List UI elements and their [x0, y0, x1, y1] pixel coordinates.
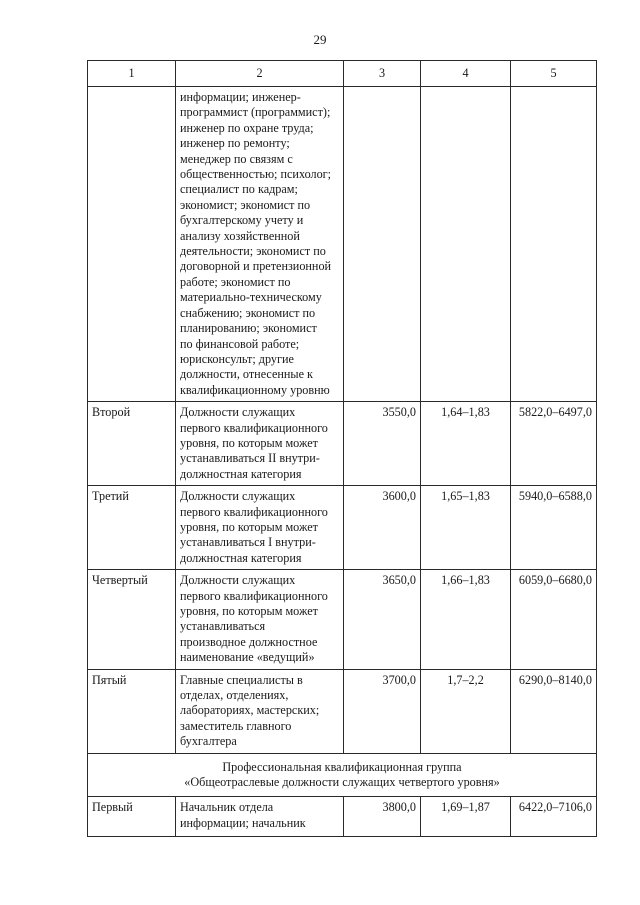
salary-cell: 3550,0: [344, 402, 421, 486]
salary-cell: 3800,0: [344, 797, 421, 837]
level-cell: Четвертый: [88, 570, 176, 669]
range-cell: 6059,0–6680,0: [511, 570, 597, 669]
level-cell: Пятый: [88, 669, 176, 753]
header-cell-5: 5: [511, 61, 597, 87]
header-cell-2: 2: [176, 61, 344, 87]
table-row: [88, 669, 597, 753]
salary-cell: 3700,0: [344, 669, 421, 753]
coefficient-cell: 1,7–2,2: [421, 669, 511, 753]
salary-table: [87, 60, 597, 837]
level-cell: [88, 87, 176, 402]
table-header-row: [88, 61, 597, 87]
header-cell-3: 3: [344, 61, 421, 87]
table-row: [88, 402, 597, 486]
range-cell: [511, 87, 597, 402]
level-cell: Первый: [88, 797, 176, 837]
table-row: [88, 797, 597, 837]
coefficient-cell: [421, 87, 511, 402]
header-cell-4: 4: [421, 61, 511, 87]
range-cell: 6290,0–8140,0: [511, 669, 597, 753]
table-row: [88, 486, 597, 570]
description-cell: Начальник отдела информации; начальник: [176, 797, 344, 837]
range-cell: 6422,0–7106,0: [511, 797, 597, 837]
level-cell: Третий: [88, 486, 176, 570]
range-cell: 5940,0–6588,0: [511, 486, 597, 570]
salary-cell: [344, 87, 421, 402]
salary-cell: 3600,0: [344, 486, 421, 570]
range-cell: 5822,0–6497,0: [511, 402, 597, 486]
group-header-line-2: «Общеотраслевые должности служащих четвертого уровня»: [184, 775, 500, 790]
group-header-row: [88, 753, 597, 797]
coefficient-cell: 1,66–1,83: [421, 570, 511, 669]
description-cell: Должности служащих первого квалификационного уровня, по которым может устанавливаться II внутри- должностная категория: [176, 402, 344, 486]
description-cell: Должности служащих первого квалификационного уровня, по которым может устанавливаться производное должностное наименование «ведущий»: [176, 570, 344, 669]
page-number: 29: [313, 32, 327, 47]
description-cell: информации; инженер- программист (программист); инженер по охране труда; инженер по ремонту; менеджер по связям с общественностью; психолог; специалист по кадрам; экономист; экономист по бухгалтерскому учету и анализу хозяйственной деятельности; экономист по договорной и претензионной работе; экономист по материально-техническому снабжению; экономист по планированию; экономист по финансовой работе; юрисконсульт; другие должности, отнесенные к квалификационному уровню: [176, 87, 344, 402]
description-cell: Должности служащих первого квалификационного уровня, по которым может устанавливаться I внутри- должностная категория: [176, 486, 344, 570]
coefficient-cell: 1,64–1,83: [421, 402, 511, 486]
table-row: [88, 570, 597, 669]
coefficient-cell: 1,65–1,83: [421, 486, 511, 570]
salary-cell: 3650,0: [344, 570, 421, 669]
coefficient-cell: 1,69–1,87: [421, 797, 511, 837]
level-cell: Второй: [88, 402, 176, 486]
description-cell: Главные специалисты в отделах, отделениях, лабораториях, мастерских; заместитель главного бухгалтера: [176, 669, 344, 753]
header-cell-1: 1: [88, 61, 176, 87]
group-header-line-1: Профессиональная квалификационная группа: [222, 759, 462, 774]
table-row-continuation: [88, 87, 597, 402]
group-header-cell: [88, 753, 597, 797]
